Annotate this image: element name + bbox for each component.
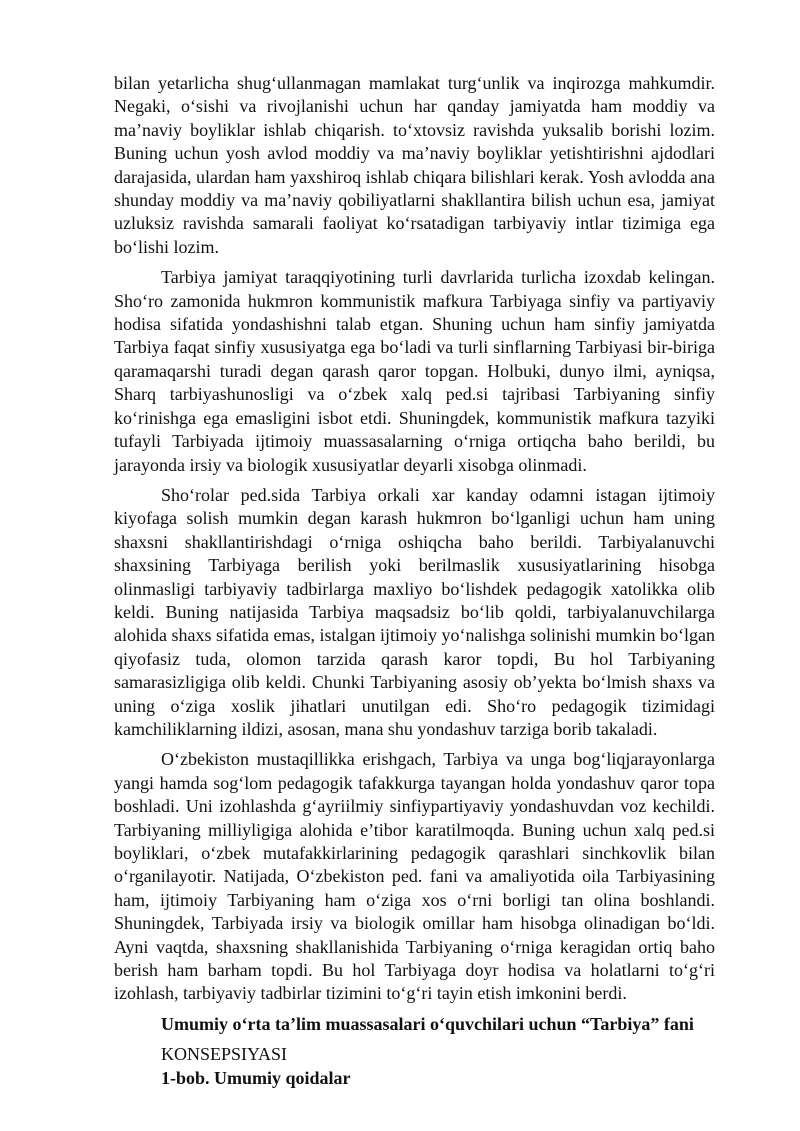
paragraph-3: Sho‘rolar ped.sida Tarbiya orkali xar kanday odamni istagan ijtimoiy kiyofaga solish mumkin degan karash hukmron bo‘lganligi uchun ham uning shaxsni shakllantirishdagi o‘rniga oshiqcha baho berildi. Tarbiyalanuvchi shaxsining Tarbiyaga berilish yoki berilmaslik xususiyatlarining hisobga olinmasligi tarbiyaviy tadbirlarga maxliyo bo‘lishdek pedagogik xatolikka olib keldi. Buning natijasida Tarbiya maqsadsiz bo‘lib qoldi, tarbiyalanuvchilarga alohida shaxs sifatida emas, istalgan ijtimoiy yo‘nalishga solinishi mumkin bo‘lgan qiyofasiz tuda, olomon tarzida qarash karor topdi, Bu hol Tarbiyaning samarasizligiga olib keldi. Chunki Tarbiyaning asosiy ob’yekta bo‘lmish shaxs va uning o‘ziga xoslik jihatlari unutilgan edi. Sho‘ro pedagogik tizimidagi kamchiliklarning ildizi, asosan, mana shu yondashuv tarziga borib takaladi.: [114, 484, 715, 739]
paragraph-1: bilan yetarlicha shug‘ullanmagan mamlakat turg‘unlik va inqirozga mahkumdir. Negaki, o‘sishi va rivojlanishi uchun har qanday jamiyatda ham moddiy va ma’naviy boyliklar ishlab chiqarish. to‘xtovsiz ravishda yuksalib borishi lozim. Buning uchun yosh avlod moddiy va ma’naviy boyliklar yetishtirishni ajdodlari darajasida, ulardan ham yaxshiroq ishlab chiqara bilishlari kerak. Yosh avlodda ana shunday moddiy va ma’naviy qobiliyatlarni shakllantira bilish uchun esa, jamiyat uzluksiz ravishda samarali faoliyat ko‘rsatadigan tarbiyaviy intlar tizimiga ega bo‘lishi lozim.: [114, 73, 715, 257]
section-title: Umumiy o‘rta ta’lim muassasalari o‘quvchilari uchun “Tarbiya” fani: [161, 1013, 694, 1034]
paragraph-2: Tarbiya jamiyat taraqqiyotining turli davrlarida turlicha izoxdab kelingan. Sho‘ro zamonida hukmron kommunistik mafkura Tarbiyaga sinfiy va partiyaviy hodisa sifatida yondashishni talab etgan. Shuning uchun ham sinfiy jamiyatda Tarbiya faqat sinfiy xususiyatga ega bo‘ladi va turli sinflarning Tarbiyasi bir-biriga qaramaqarshi turadi degan qarash qaror topgan. Holbuki, dunyo ilmi, ayniqsa, Sharq tarbiyashunosligi va o‘zbek xalq ped.si tajribasi Tarbiyaning sinfiy ko‘rinishga ega emasligini isbot etdi. Shuningdek, kommunistik mafkura tazyiki tufayli Tarbiyada ijtimoiy muassasalarning o‘rniga ortiqcha baho berildi, bu jarayonda irsiy va biologik xususiyatlar deyarli xisobga olinmadi.: [114, 267, 715, 475]
chapter-title: 1-bob. Umumiy qoidalar: [161, 1067, 351, 1088]
section-subtitle: KONSEPSIYASI: [161, 1044, 288, 1065]
paragraph-4: O‘zbekiston mustaqillikka erishgach, Tarbiya va unga bog‘liqjarayonlarga yangi hamda sog‘lom pedagogik tafakkurga tayangan holda yondashuv qaror topa boshladi. Uni izohlashda g‘ayriilmiy sinfiypartiyaviy yondashuvdan voz kechildi. Tarbiyaning milliyligiga alohida e’tibor karatilmoqda. Buning uchun xalq ped.si boyliklari, o‘zbek mutafakkirlarining pedagogik qarashlari sinchkovlik bilan o‘rganilayotir. Natijada, O‘zbekiston ped. fani va amaliyotida oila Tarbiyasining ham, ijtimoiy Tarbiyaning ham o‘ziga xos o‘rni borligi tan olina boshlandi. Shuningdek, Tarbiyada irsiy va biologik omillar ham hisobga olinadigan bo‘ldi. Ayni vaqtda, shaxsning shakllanishida Tarbiyaning o‘rniga keragidan ortiq baho berish ham barham topdi. Bu hol Tarbiyaga doyr hodisa va holatlarni to‘g‘ri izohlash, tarbiyaviy tadbirlar tizimini to‘g‘ri tayin etish imkonini berdi.: [114, 749, 715, 1004]
